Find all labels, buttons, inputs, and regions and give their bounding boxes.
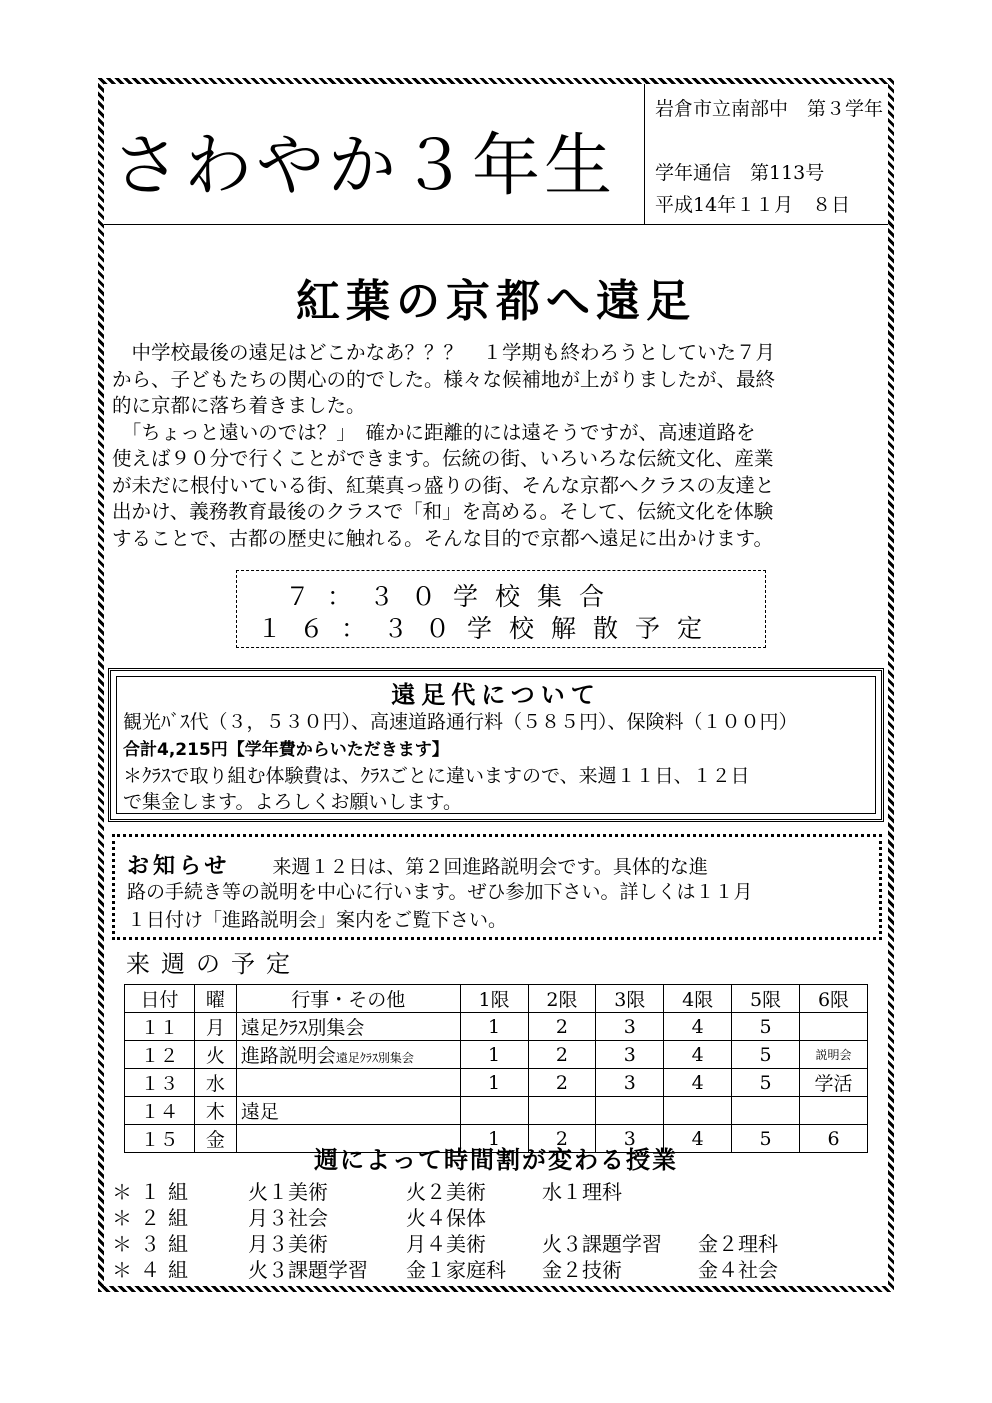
intro-line: することで、古都の歴史に触れる。そんな目的で京都へ遠足に出かけます。 xyxy=(112,526,774,550)
assembly-time: ７：３０学校集合 xyxy=(285,582,622,611)
notice-box xyxy=(112,834,882,940)
column-header: 1限 xyxy=(460,985,528,1013)
fee-total: 合計4,215円【学年費からいただきます】 xyxy=(123,740,449,760)
lesson-item: 月４美術 xyxy=(406,1232,486,1256)
table-cell: 1 xyxy=(460,1069,528,1097)
lesson-item: 火３課題学習 xyxy=(248,1258,368,1282)
table-cell xyxy=(236,1041,460,1069)
table-cell: 説明会 xyxy=(800,1041,868,1069)
table-cell: 月 xyxy=(194,1013,236,1041)
notice-text: １日付け「進路説明会」案内をご覧下さい。 xyxy=(127,909,508,931)
table-row xyxy=(125,1097,868,1125)
lesson-item: 金２理科 xyxy=(698,1232,778,1256)
class-label: ＊４組 xyxy=(112,1258,196,1282)
header-divider xyxy=(104,224,888,225)
schedule-title: 来週の予定 xyxy=(126,950,301,978)
table-header-row xyxy=(125,985,868,1013)
table-cell: 5 xyxy=(732,1041,800,1069)
times-box xyxy=(236,570,766,648)
table-cell: 金 xyxy=(194,1125,236,1153)
notice-text: 路の手続き等の説明を中心に行います。ぜひ参加下さい。詳しくは１１月 xyxy=(127,881,753,903)
table-cell: １２ xyxy=(125,1041,195,1069)
class-label: ＊１組 xyxy=(112,1180,196,1204)
lesson-item: 水１理科 xyxy=(542,1180,622,1204)
lesson-item: 火３課題学習 xyxy=(542,1232,662,1256)
table-cell: 4 xyxy=(664,1069,732,1097)
issue-number: 学年通信 第113号 xyxy=(655,162,825,184)
fee-note: ＊ｸﾗｽで取り組む体験費は、ｸﾗｽごとに違いますので、来週１１日、１２日 xyxy=(123,765,750,787)
event-text: 進路説明会 xyxy=(240,1045,336,1067)
issue-date: 平成14年１１月 ８日 xyxy=(655,194,851,216)
column-header: 3限 xyxy=(596,985,664,1013)
table-cell: 2 xyxy=(528,1069,596,1097)
variations-title: 週によって時間割が変わる授業 xyxy=(314,1146,678,1174)
lesson-item: 金１家庭科 xyxy=(406,1258,506,1282)
intro-line: が未だに根付いている街、紅葉真っ盛りの街、そんな京都へクラスの友達と xyxy=(112,473,775,497)
table-cell xyxy=(800,1097,868,1125)
table-cell: 3 xyxy=(596,1069,664,1097)
lesson-item: 火４保体 xyxy=(406,1206,486,1230)
column-header: 日付 xyxy=(125,985,195,1013)
intro-line: 中学校最後の遠足はどこかなあ？？？ １学期も終わろうとしていた７月 xyxy=(112,341,776,364)
table-cell xyxy=(732,1097,800,1125)
table-cell: 6 xyxy=(800,1125,868,1153)
lesson-item: 月３美術 xyxy=(248,1232,328,1256)
table-cell xyxy=(800,1013,868,1041)
main-headline: 紅葉の京都へ遠足 xyxy=(296,276,696,327)
table-cell: 3 xyxy=(596,1125,664,1153)
lesson-item: 火２美術 xyxy=(406,1180,486,1204)
column-header: 5限 xyxy=(732,985,800,1013)
dismissal-time: １６：３０学校解散予定 xyxy=(257,614,720,643)
table-cell: 3 xyxy=(596,1013,664,1041)
table-cell: 木 xyxy=(194,1097,236,1125)
table-cell: 2 xyxy=(528,1125,596,1153)
column-header: 4限 xyxy=(664,985,732,1013)
notice-label: お知らせ xyxy=(127,854,231,879)
table-cell: １１ xyxy=(125,1013,195,1041)
class-label: ＊２組 xyxy=(112,1206,196,1230)
table-cell xyxy=(236,1069,460,1097)
fee-breakdown: 観光ﾊﾞｽ代（３，５３０円）、高速道路通行料（５８５円）、保険料（１００円） xyxy=(123,711,798,733)
table-cell: 5 xyxy=(732,1069,800,1097)
table-cell: 遠足 xyxy=(236,1097,460,1125)
table-cell: 4 xyxy=(664,1125,732,1153)
intro-line: 使えば９０分で行くことができます。伝統の街、いろいろな伝統文化、産業 xyxy=(112,447,774,470)
table-cell: １４ xyxy=(125,1097,195,1125)
lesson-item: 月３社会 xyxy=(248,1206,328,1230)
table-cell: 4 xyxy=(664,1041,732,1069)
intro-line: 「ちょっと遠いのでは？」 確かに距離的には遠そうですが、高速道路を xyxy=(112,420,756,444)
intro-line: 出かけ、義務教育最後のクラスで「和」を高める。そして、伝統文化を体験 xyxy=(112,500,774,523)
table-cell xyxy=(596,1097,664,1125)
table-cell: 2 xyxy=(528,1041,596,1069)
table-cell xyxy=(460,1097,528,1125)
table-row xyxy=(125,1041,868,1069)
fee-box xyxy=(108,668,884,822)
table-cell: 5 xyxy=(732,1125,800,1153)
fee-title: 遠足代について xyxy=(391,681,601,709)
table-cell: 4 xyxy=(664,1013,732,1041)
table-cell: 火 xyxy=(194,1041,236,1069)
fee-note: で集金します。よろしくお願いします。 xyxy=(123,791,462,813)
lesson-item: 金４社会 xyxy=(698,1258,778,1282)
table-row xyxy=(125,1013,868,1041)
notice-text: 来週１２日は、第２回進路説明会です。具体的な進 xyxy=(272,856,708,878)
newsletter-title: さわやか３年生 xyxy=(112,127,617,206)
table-row xyxy=(125,1069,868,1097)
table-cell: 5 xyxy=(732,1013,800,1041)
class-label: ＊３組 xyxy=(112,1232,196,1256)
intro-line: 的に京都に落ち着きました。 xyxy=(112,394,366,417)
school-name: 岩倉市立南部中 第３学年 xyxy=(655,98,884,120)
table-cell: １３ xyxy=(125,1069,195,1097)
table-cell xyxy=(664,1097,732,1125)
issue-info xyxy=(644,84,889,224)
table-cell: １５ xyxy=(125,1125,195,1153)
column-header: 曜 xyxy=(194,985,236,1013)
table-cell: 2 xyxy=(528,1013,596,1041)
column-header: 2限 xyxy=(528,985,596,1013)
schedule-table xyxy=(124,984,868,1153)
column-header: 6限 xyxy=(800,985,868,1013)
event-note: 遠足ｸﾗｽ別集会 xyxy=(335,1051,414,1065)
table-cell: 1 xyxy=(460,1013,528,1041)
table-cell: 1 xyxy=(460,1041,528,1069)
intro-text xyxy=(112,340,892,552)
lesson-item: 金２技術 xyxy=(542,1258,622,1282)
intro-line: から、子どもたちの関心の的でした。様々な候補地が上がりましたが、最終 xyxy=(112,367,776,391)
table-cell: 水 xyxy=(194,1069,236,1097)
table-cell: 遠足ｸﾗｽ別集会 xyxy=(236,1013,460,1041)
column-header: 行事・その他 xyxy=(236,985,460,1013)
lesson-item: 火１美術 xyxy=(248,1180,328,1204)
table-cell xyxy=(528,1097,596,1125)
table-cell: 学活 xyxy=(800,1069,868,1097)
table-cell: 1 xyxy=(460,1125,528,1153)
table-cell: 3 xyxy=(596,1041,664,1069)
